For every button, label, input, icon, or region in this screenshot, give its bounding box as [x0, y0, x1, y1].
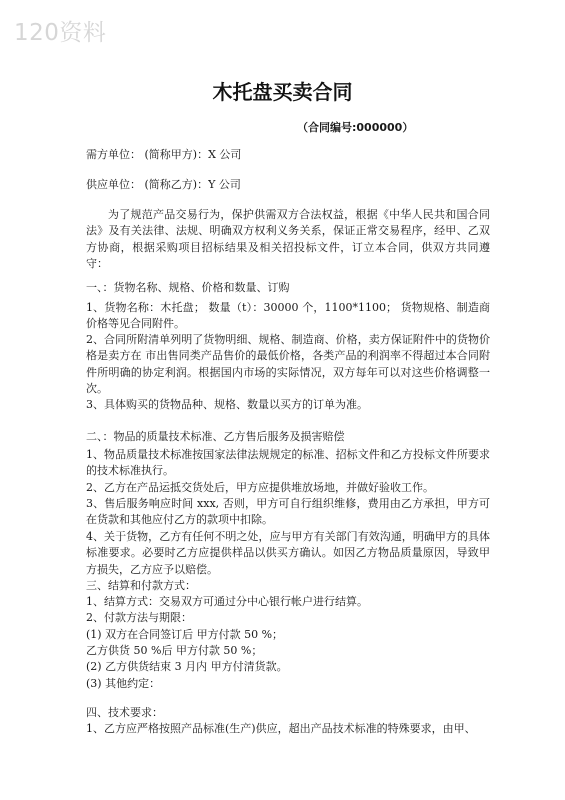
- section-1-item-3: 3、具体购买的货物品种、规格、数量以买方的订单为准。: [86, 398, 368, 411]
- section-2-item-1: 1、物品质量技术标准按国家法律法规规定的标准、招标文件和乙方投标文件所要求的技术标准执行。: [86, 448, 490, 478]
- section-3-line-4: 乙方供货 50 %后 甲方付款 50 %；: [86, 644, 263, 657]
- watermark: 120资料: [14, 20, 107, 46]
- supplier-line: 供应单位： (简称乙方)：Y 公司: [86, 178, 241, 191]
- intro-paragraph: 为了规范产品交易行为，保护供需双方合法权益，根据《中华人民共和国合同法》及有关法律、法规、明确双方权利义务关系，保证正常交易程序，经甲、乙双方协商，根据采购项目招标结果及相关招投标文件，订立本合同，供双方共同遵守：: [86, 208, 490, 271]
- section-2-item-3: 3、售后服务响应时间 xxx, 否则，甲方可自行组织维修，费用由乙方承担，甲方可在货款和其他应付乙方的款项中扣除。: [86, 497, 490, 527]
- section-3-line-3: (1) 双方在合同签订后 甲方付款 50 %；: [86, 628, 284, 641]
- contract-number: （合同编号:000000）: [297, 121, 414, 134]
- section-2-item-4: 4、关于货物，乙方有任何不明之处，应与甲方有关部门有效沟通，明确甲方的具体标准要求。必要时乙方应提供样品以供买方确认。如因乙方物品质量原因，导致甲方损失，乙方应予以赔偿。: [86, 530, 490, 576]
- section-2-heading: 二、：物品的质量技术标准、乙方售后服务及损害赔偿: [86, 430, 345, 443]
- section-1-item-2: 2、合同所附清单列明了货物明细、规格、制造商、价格，卖方保证附件中的货物价格是卖方在 市出售同类产品售价的最低价格，各类产品的利润率不得超过本合同附件所明确的协定利润。根据国内市场的实际情况，双方每年可以对这些价格调整一次。: [86, 333, 490, 396]
- section-3-line-1: 1、结算方式：交易双方可通过分中心银行帐户进行结算。: [86, 595, 368, 608]
- section-3-line-6: (3) 其他约定：: [86, 677, 161, 690]
- section-3-line-2: 2、付款方法与期限：: [86, 611, 192, 624]
- section-1-item-1: 1、货物名称：木托盘； 数量（t）：30000 个，1100*1100； 货物规格、制造商价格等见合同附件。: [86, 301, 490, 331]
- section-4-line-1: 1、乙方应严格按照产品标准(生产)供应，超出产品技术标准的特殊要求，由甲、: [86, 722, 476, 735]
- buyer-line: 需方单位： (简称甲方)：X 公司: [86, 148, 242, 161]
- section-3-line-5: (2) 乙方供货结束 3 月内 甲方付清货款。: [86, 660, 288, 673]
- section-4-heading: 四、技术要求：: [86, 706, 163, 719]
- section-2-item-2: 2、乙方在产品运抵交货处后，甲方应提供堆放场地，并做好验收工作。: [86, 481, 434, 494]
- document-title: 木托盘买卖合同: [212, 80, 353, 104]
- section-3-heading: 三、结算和付款方式：: [86, 579, 196, 592]
- section-1-heading: 一、：货物名称、规格、价格和数量、订购: [86, 281, 290, 294]
